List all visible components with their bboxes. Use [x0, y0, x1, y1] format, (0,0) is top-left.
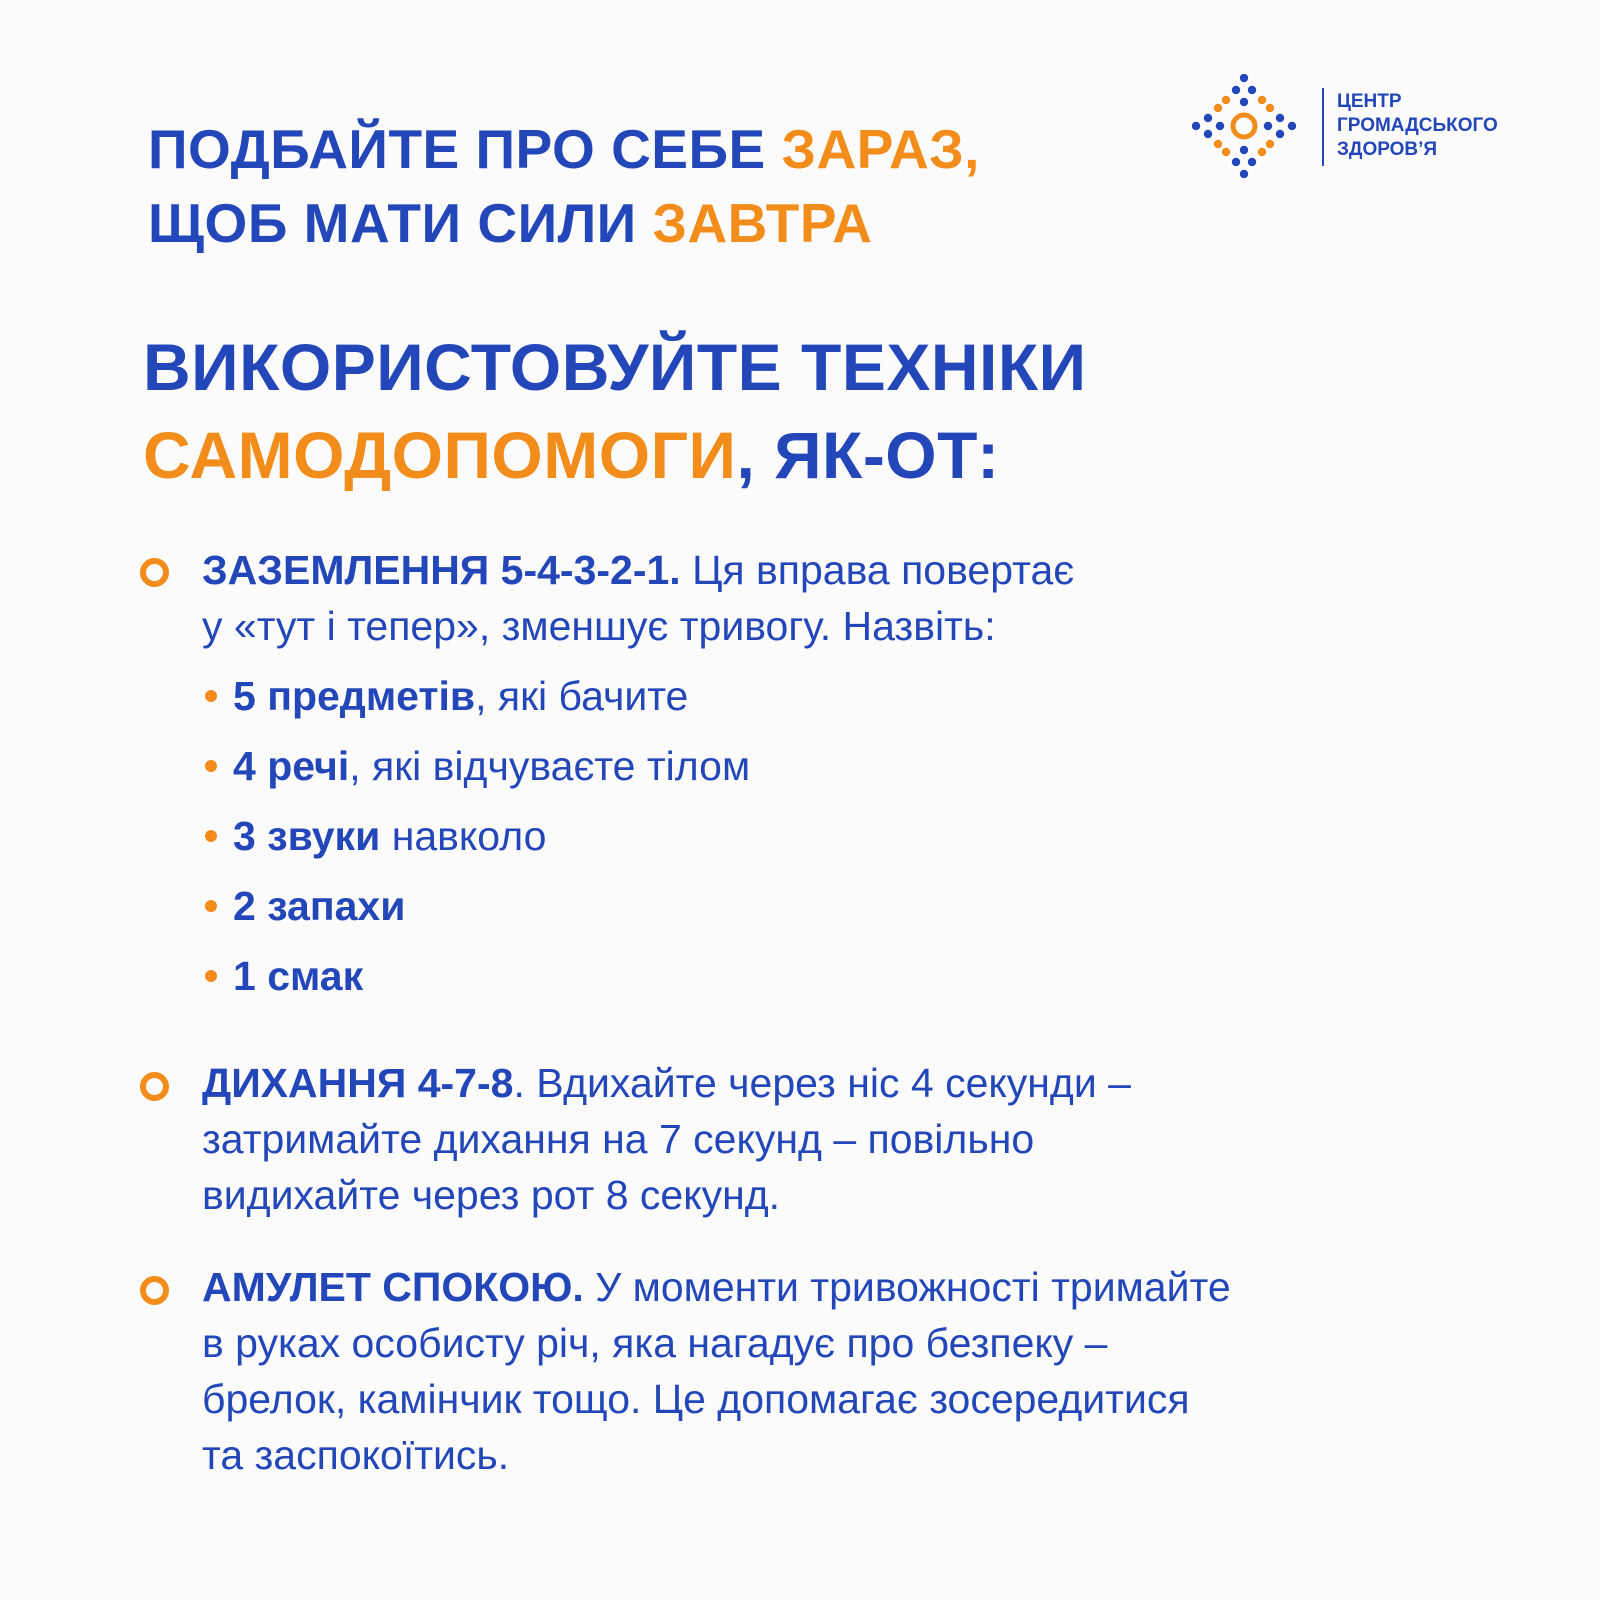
sub-list-item: 3 звуки навколо — [205, 808, 750, 878]
section-title-line-2: САМОДОПОМОГИ, ЯК-ОТ: — [143, 418, 1000, 492]
ring-bullet-icon — [140, 558, 169, 587]
ring-bullet-icon — [140, 1072, 169, 1101]
title-line-2: ЩОБ МАТИ СИЛИ ЗАВТРА — [148, 192, 873, 254]
sub-list-item: 5 предметів, які бачите — [205, 668, 750, 738]
sub-list-item: 2 запахи — [205, 878, 750, 948]
sub-list-item: 4 речі, які відчуваєте тілом — [205, 738, 750, 808]
dot-bullet-icon — [205, 900, 217, 912]
dot-bullet-icon — [205, 690, 217, 702]
page-title — [148, 112, 980, 260]
item-text: АМУЛЕТ СПОКОЮ. У моменти тривожності тримайте в руках особисту річ, яка нагадує про безпеку – брелок, камінчик тощо. Це допомагає зосередитися та заспокоїтись. — [202, 1264, 1231, 1478]
logo — [1192, 74, 1502, 178]
logo-divider — [1322, 88, 1324, 166]
item-text: ДИХАННЯ 4-7-8. Вдихайте через ніс 4 секунди – затримайте дихання на 7 секунд – повільно видихайте через рот 8 секунд. — [202, 1060, 1131, 1218]
logo-dots-icon — [1192, 74, 1296, 178]
sub-list-item: 1 смак — [205, 948, 750, 1018]
logo-text — [1337, 90, 1498, 162]
grounding-sub-list — [205, 668, 750, 1018]
logo-text-line-1: ЦЕНТР — [1337, 91, 1402, 112]
section-title-line-1: ВИКОРИСТОВУЙТЕ ТЕХНІКИ — [143, 330, 1087, 404]
dot-bullet-icon — [205, 830, 217, 842]
dot-bullet-icon — [205, 760, 217, 772]
section-title — [143, 323, 1087, 499]
logo-text-line-3: ЗДОРОВ’Я — [1337, 139, 1438, 160]
item-text: ЗАЗЕМЛЕННЯ 5-4-3-2-1. Ця вправа повертає у «тут і тепер», зменшує тривогу. Назвіть: — [202, 547, 1075, 649]
ring-bullet-icon — [140, 1276, 169, 1305]
logo-text-line-2: ГРОМАДСЬКОГО — [1337, 115, 1498, 136]
dot-bullet-icon — [205, 970, 217, 982]
title-line-1: ПОДБАЙТЕ ПРО СЕБЕ ЗАРАЗ, — [148, 118, 980, 180]
